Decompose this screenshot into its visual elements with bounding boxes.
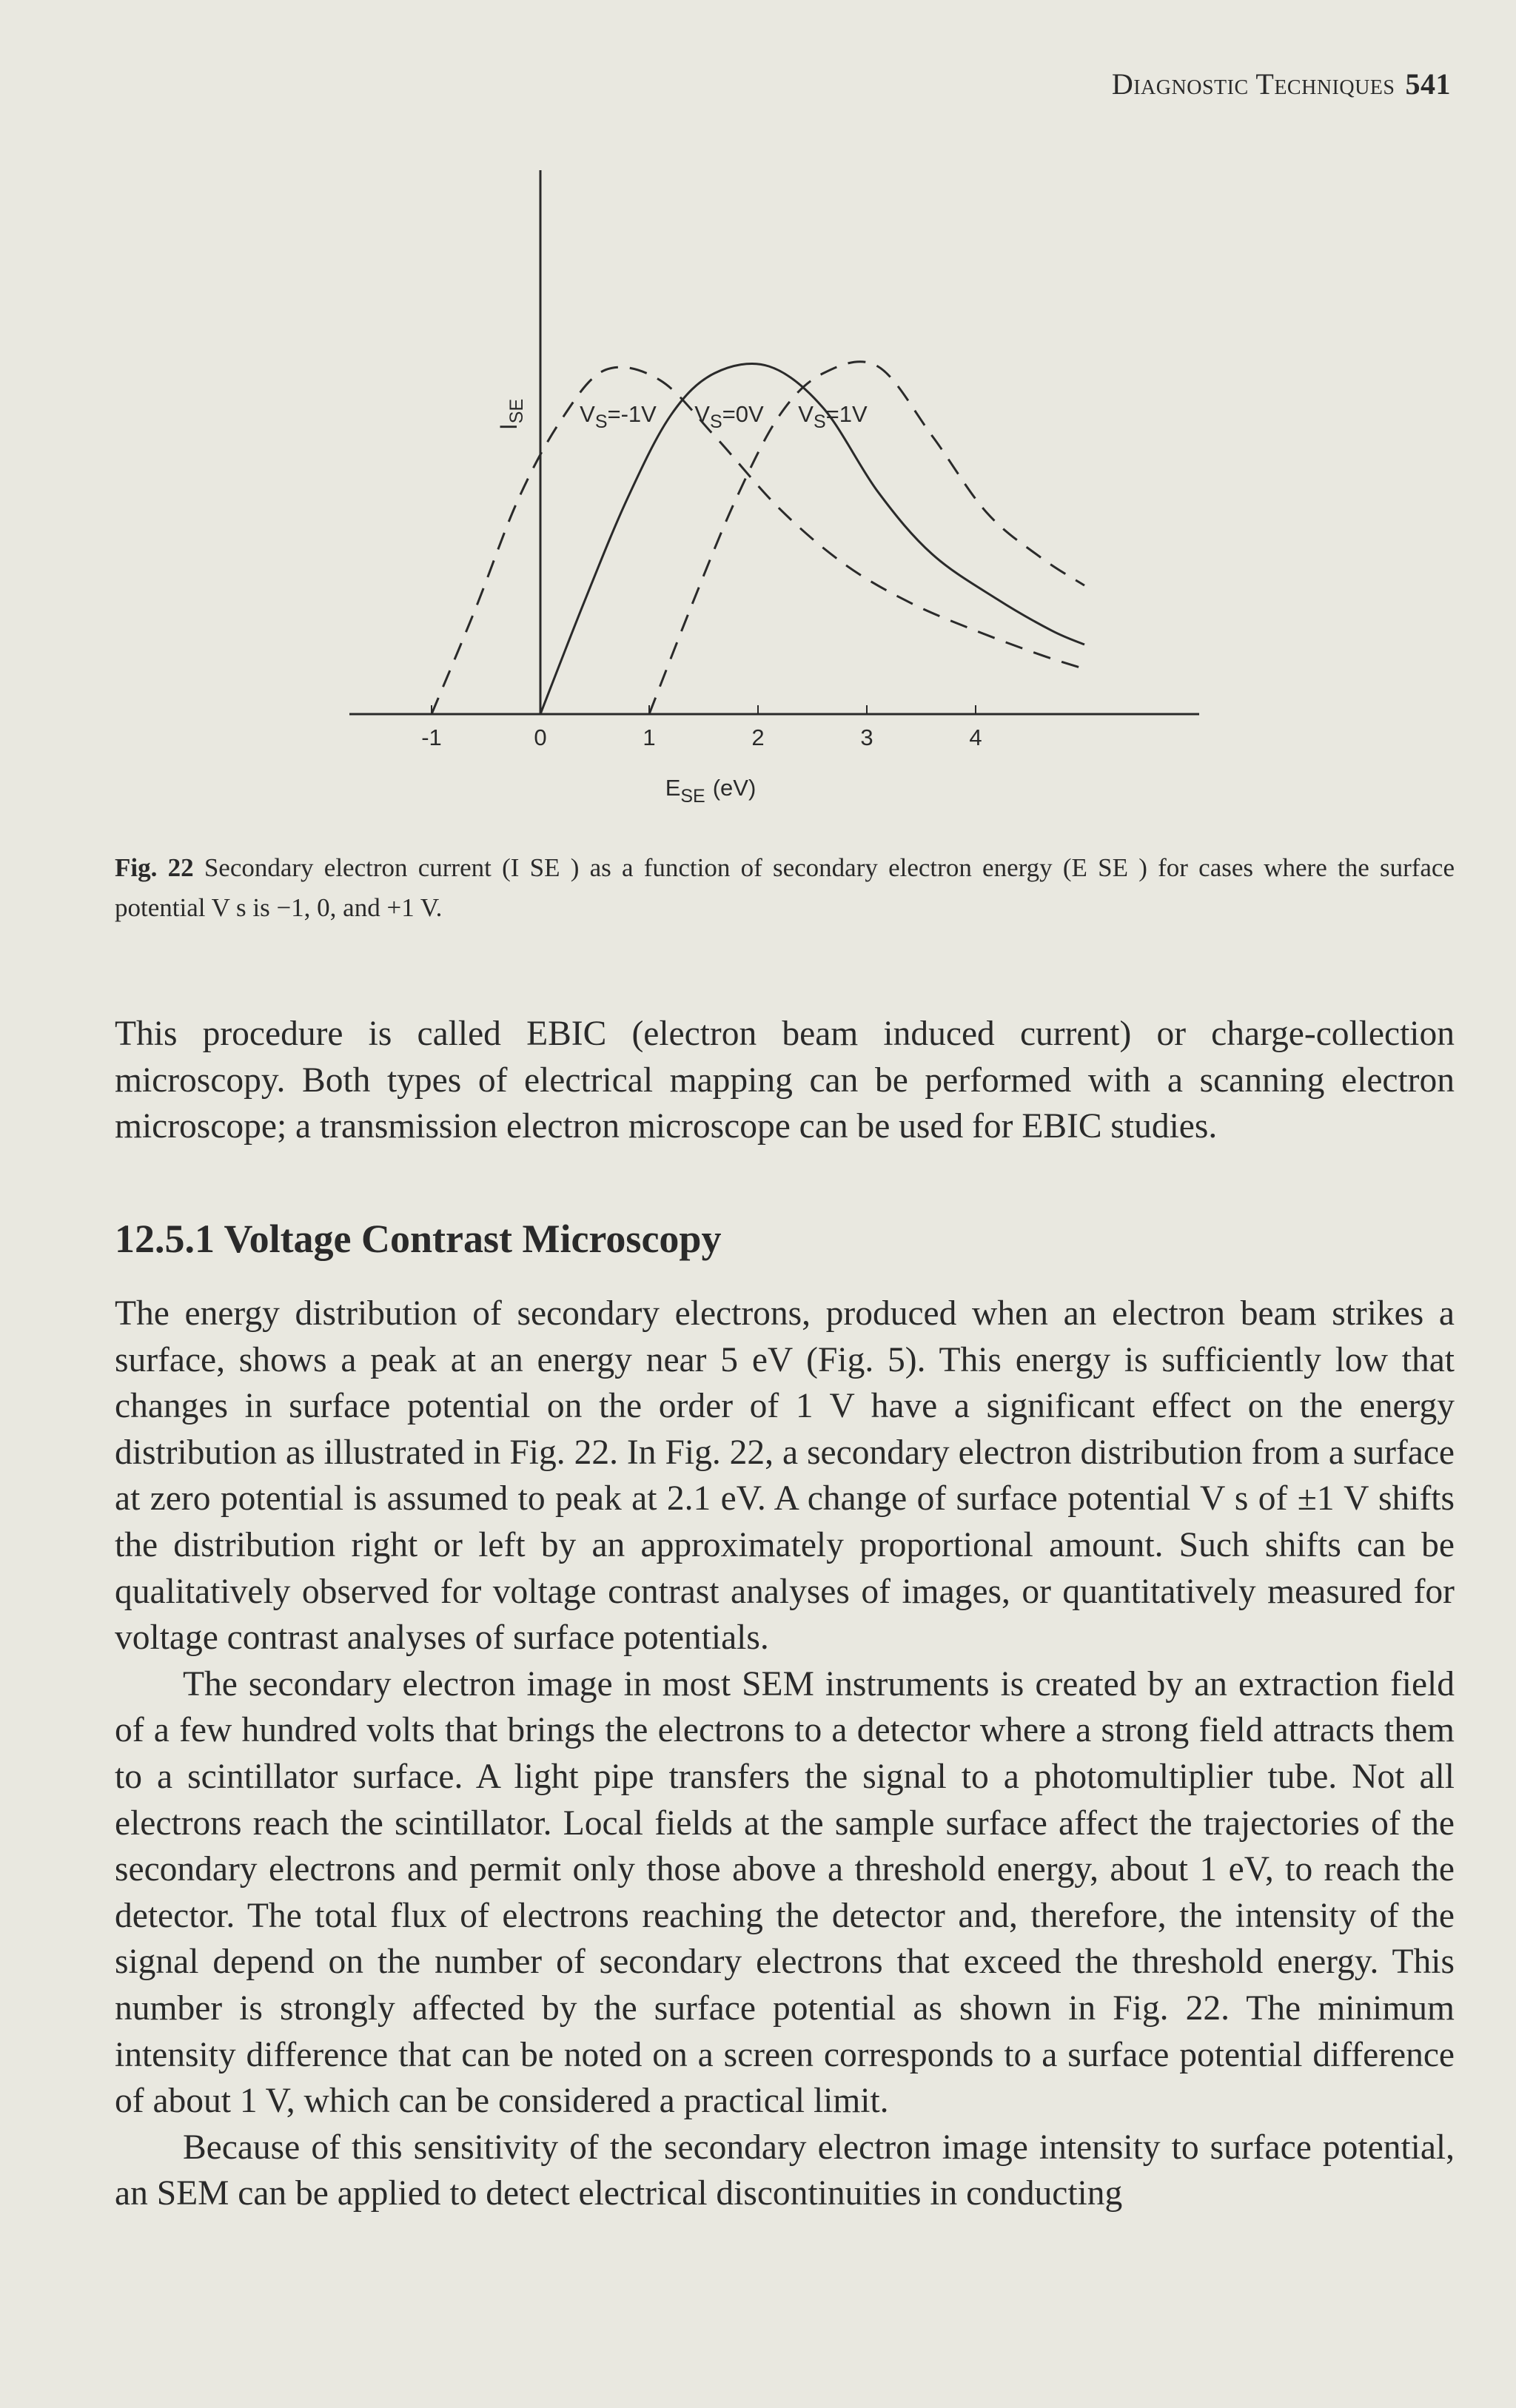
- x-tick-label: 1: [643, 724, 656, 750]
- figure-caption-label: Fig. 22: [115, 853, 194, 882]
- intro-paragraph-block: [115, 1011, 1455, 1150]
- section-paragraph: The energy distribution of secondary electrons, produced when an electron beam strikes a surface, shows a peak at an energy near 5 eV (Fig. 5). This energy is sufficiently low that changes in surface potential on the order of 1 V have a significant effect on the energy distribution as illustrated in Fig. 22. In Fig. 22, a secondary electron distribution from a surface at zero potential is assumed to peak at 2.1 eV. A change of surface potential V s of ±1 V shifts the distribution right or left by an approximately proportional amount. Such shifts can be qualitatively observed for voltage contrast analyses of images, or quantitatively measured for voltage contrast analyses of surface potentials.: [115, 1294, 1455, 1658]
- section-body: [115, 1291, 1455, 2217]
- x-tick-label: 3: [860, 724, 873, 750]
- x-axis-label-main: E: [665, 775, 681, 801]
- x-tick-label: 0: [534, 724, 547, 750]
- running-head-title: Diagnostic Techniques: [1111, 67, 1395, 101]
- x-tick-label: 2: [751, 724, 765, 750]
- x-axis-unit: (eV): [712, 775, 757, 801]
- x-axis-title: [665, 775, 757, 807]
- figure-caption-text: Secondary electron current (I SE ) as a function of secondary electron energy (E SE ) for cases where the surface potential V s is −1, 0, and +1 V.: [115, 853, 1455, 922]
- x-axis-label-sub: SE: [680, 786, 705, 807]
- curve-label-vs-0: $V_S=0V$: [694, 401, 764, 432]
- energy-distribution-chart: [311, 163, 1221, 814]
- section-paragraph: The secondary electron image in most SEM instruments is created by an extraction field of a few hundred volts that brings the electrons to a detector where a strong field attracts them to a scintillator surface. A light pipe transfers the signal to a photomultiplier tube. Not all electrons reach the scintillator. Local fields at the sample surface affect the trajectories of the secondary electrons and permit only those above a threshold energy, about 1 eV, to reach the detector. The total flux of electrons reaching the detector and, therefore, the intensity of the signal depend on the number of secondary electrons that exceed the threshold energy. This number is strongly affected by the surface potential as shown in Fig. 22. The minimum intensity difference that can be noted on a screen corresponds to a surface potential difference of about 1 V, which can be considered a practical limit.: [115, 1664, 1455, 2121]
- figure-caption: [115, 848, 1455, 928]
- y-axis-label-sub: SE: [506, 398, 527, 424]
- figure-22: [311, 163, 1221, 814]
- section-heading: 12.5.1 Voltage Contrast Microscopy: [115, 1217, 722, 1261]
- y-axis-label-main: I: [495, 423, 522, 431]
- section-paragraph: Because of this sensitivity of the secondary electron image intensity to surface potential, an SEM can be applied to detect electrical discontinuities in conducting: [115, 2128, 1455, 2213]
- x-tick-label: -1: [421, 724, 442, 750]
- running-head: [1112, 67, 1451, 101]
- curve-label-vs-1: $V_S=1V$: [798, 401, 868, 432]
- svg-text:ISE: [495, 399, 527, 430]
- page-number: 541: [1405, 67, 1451, 101]
- paragraph-ebic: This procedure is called EBIC (electron beam induced current) or charge-collection microscopy. Both types of electrical mapping can be performed with a scanning electron microscope; a transmission electron microscope can be used for EBIC studies.: [115, 1015, 1455, 1146]
- curve-label-vs-minus1: $V_S=-1V$: [580, 401, 657, 432]
- x-tick-label: 4: [969, 724, 982, 750]
- y-axis-title: [495, 399, 527, 430]
